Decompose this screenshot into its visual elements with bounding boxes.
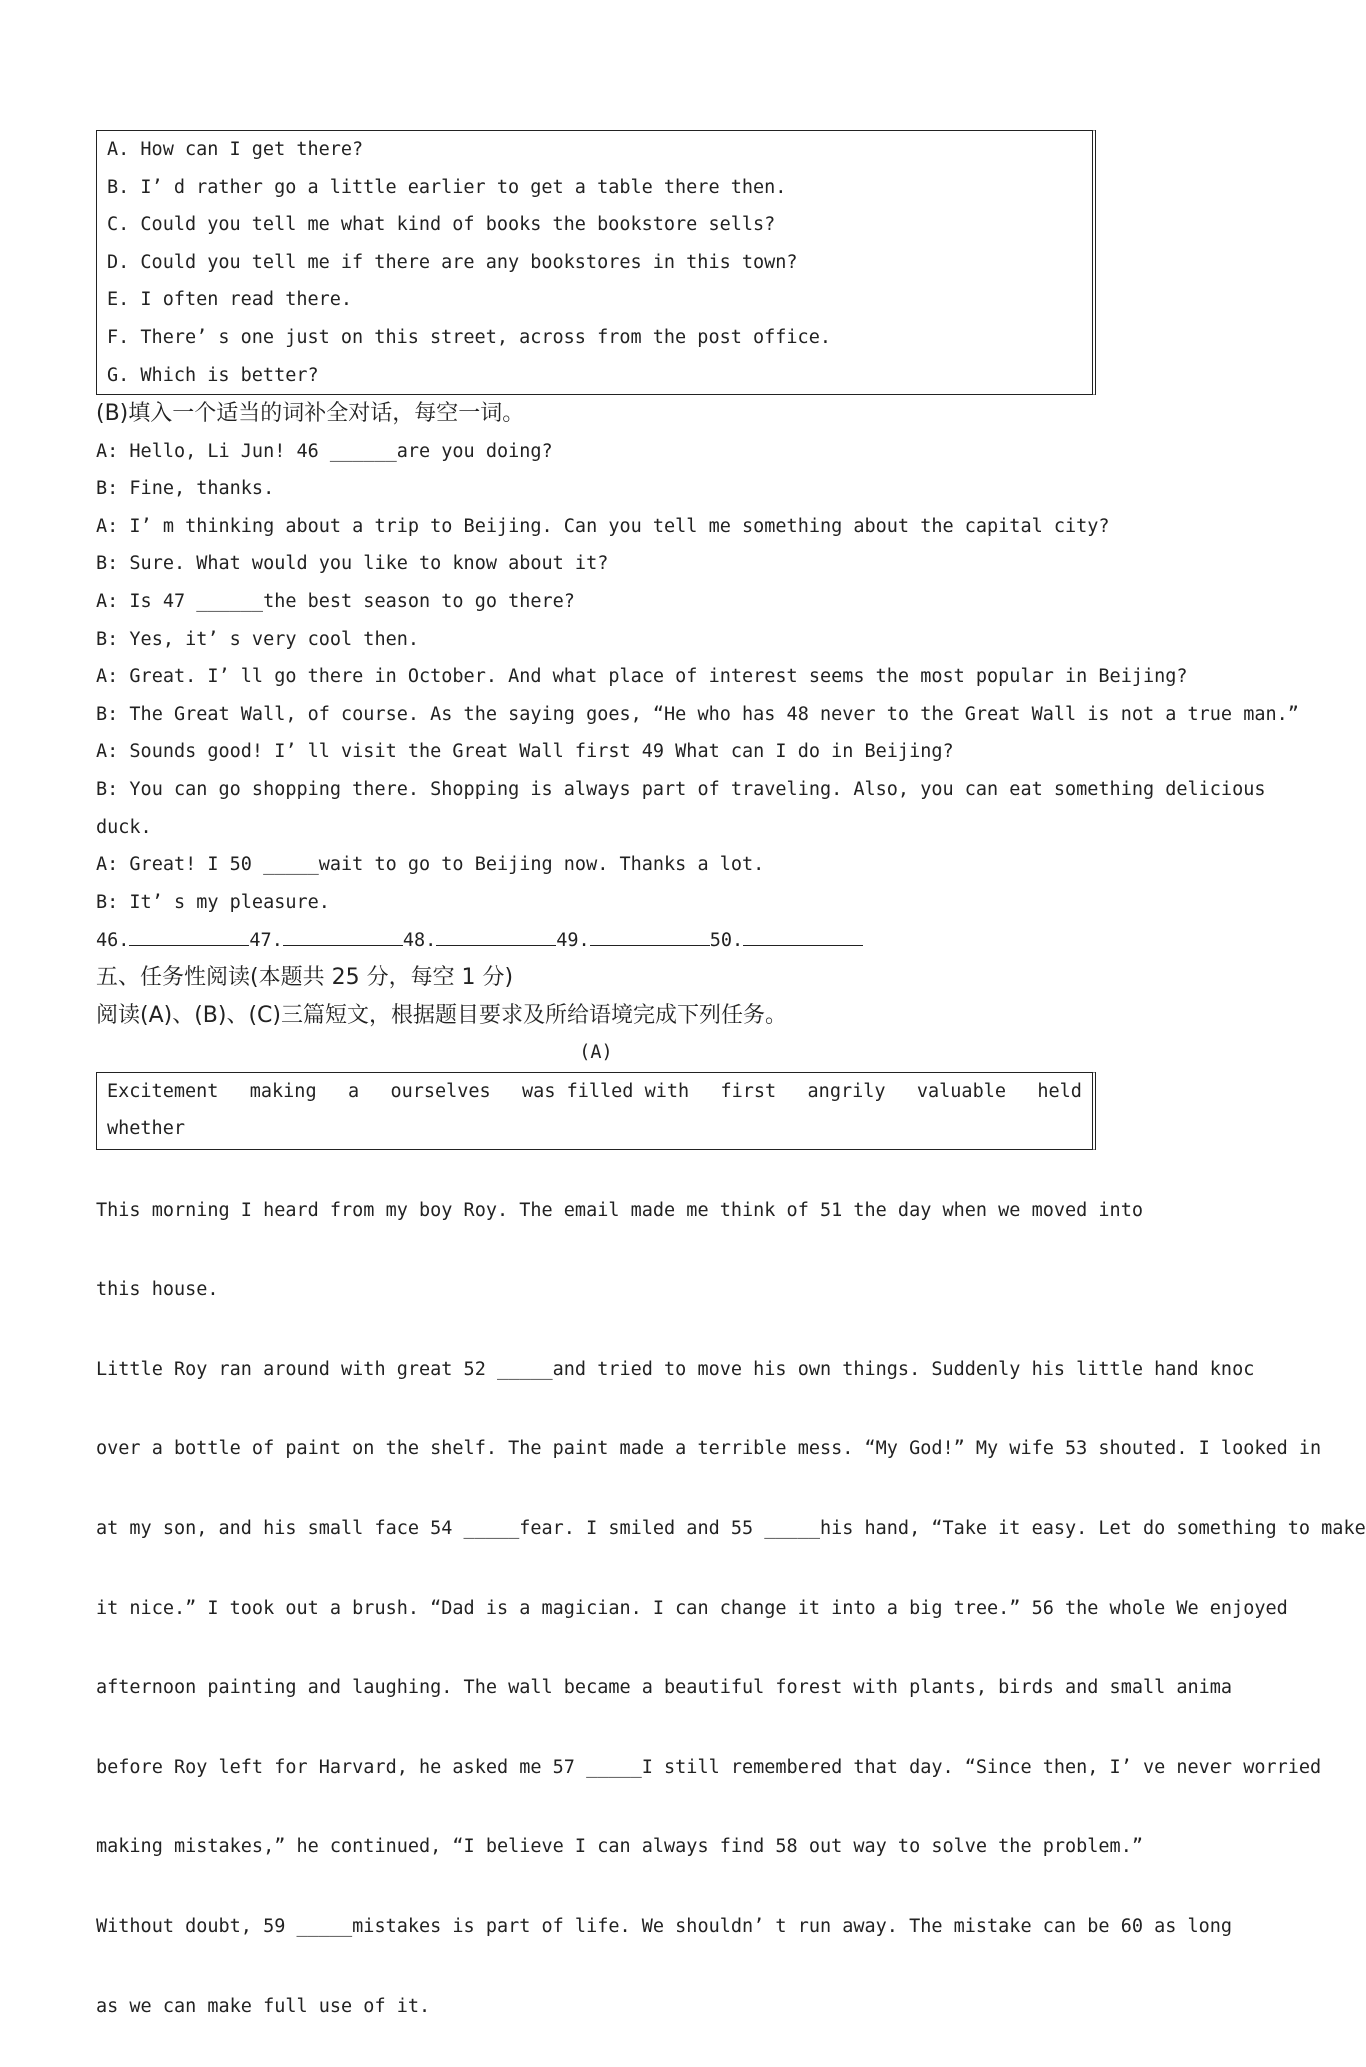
answer-label-46: 46. bbox=[96, 930, 130, 952]
passage-line: afternoon painting and laughing. The wall became a beautiful forest with plants, birds and small anima bbox=[96, 1677, 1233, 1699]
answer-blank-48 bbox=[436, 921, 556, 946]
section-5-instruction: 阅读(A)、(B)、(C)三篇短文，根据题目要求及所给语境完成下列任务。 bbox=[96, 1002, 788, 1028]
passage-a bbox=[96, 1150, 1366, 2067]
section-b-heading: (B)填入一个适当的词补全对话，每空一词。 bbox=[96, 401, 525, 426]
answer-line bbox=[96, 921, 1096, 959]
passage-a-label: (A) bbox=[579, 1042, 613, 1064]
dialogue-line: B: Sure. What would you like to know about it? bbox=[96, 553, 609, 575]
dialogue-line: A: Great! I 50 _____wait to go to Beijing now. Thanks a lot. bbox=[96, 854, 765, 876]
word-item: Excitement bbox=[107, 1080, 219, 1102]
dialogue-line: A: I’ m thinking about a trip to Beijing. Can you tell me something about the capital city? bbox=[96, 515, 1110, 537]
option-g: G. Which is better? bbox=[107, 364, 319, 386]
dialogue-line: B: The Great Wall, of course. As the saying goes, “He who has 48 never to the Great Wall is not a true man.” bbox=[96, 703, 1299, 725]
word-item: angrily bbox=[807, 1080, 886, 1102]
word-row-1 bbox=[107, 1073, 1082, 1111]
word-item: making bbox=[249, 1080, 317, 1102]
option-d: D. Could you tell me if there are any bookstores in this town? bbox=[107, 251, 798, 273]
passage-line: this house. bbox=[96, 1279, 219, 1301]
dialogue-line: A: Sounds good! I’ ll visit the Great Wall first 49 What can I do in Beijing? bbox=[96, 741, 954, 763]
word-item: held bbox=[1037, 1080, 1082, 1102]
answer-blank-47 bbox=[283, 921, 403, 946]
passage-line: This morning I heard from my boy Roy. The email made me think of 51 the day when we moved into bbox=[96, 1199, 1143, 1221]
option-f: F. There’ s one just on this street, across from the post office. bbox=[107, 326, 831, 348]
answer-label-48: 48. bbox=[402, 930, 437, 952]
word-item: a bbox=[347, 1080, 360, 1102]
answer-blank-46 bbox=[129, 921, 249, 946]
answer-label-50: 50. bbox=[709, 930, 744, 952]
dialogue-line: B: It’ s my pleasure. bbox=[96, 891, 330, 913]
dialogue-line: A: Great. I’ ll go there in October. And what place of interest seems the most popular in Beijing? bbox=[96, 666, 1188, 688]
dialogue-line: B: You can go shopping there. Shopping is always part of traveling. Also, you can eat something delicious bbox=[96, 778, 1266, 800]
option-e: E. I often read there. bbox=[107, 289, 353, 311]
passage-line: as we can make full use of it. bbox=[96, 1995, 431, 2017]
answer-blank-50 bbox=[743, 921, 863, 946]
answer-label-47: 47. bbox=[249, 930, 283, 952]
passage-line: making mistakes,” he continued, “I believe I can always find 58 out way to solve the problem.” bbox=[96, 1836, 1143, 1858]
word-item: first bbox=[720, 1080, 777, 1102]
passage-line: at my son, and his small face 54 _____fear. I smiled and 55 _____his hand, “Take it easy. Let do something to make bbox=[96, 1518, 1366, 1540]
options-box bbox=[96, 130, 1096, 395]
word-box bbox=[96, 1072, 1096, 1150]
passage-line: before Roy left for Harvard, he asked me 57 _____I still remembered that day. “Since then, I’ ve never worried bbox=[96, 1756, 1322, 1778]
passage-line: Little Roy ran around with great 52 _____and tried to move his own things. Suddenly his little hand knoc bbox=[96, 1358, 1255, 1380]
option-a: A. How can I get there? bbox=[107, 139, 364, 160]
dialogue-line: B: Yes, it’ s very cool then. bbox=[96, 628, 420, 650]
section-5-heading: 五、任务性阅读(本题共 25 分，每空 1 分) bbox=[96, 964, 514, 990]
passage-line: it nice.” I took out a brush. “Dad is a magician. I can change it into a big tree.” 56 the whole We enjoyed bbox=[96, 1597, 1288, 1619]
option-b: B. I’ d rather go a little earlier to get a table there then. bbox=[107, 176, 787, 198]
dialogue-line: A: Is 47 ______the best season to go there? bbox=[96, 590, 575, 612]
answer-label-49: 49. bbox=[556, 930, 590, 952]
passage-line: over a bottle of paint on the shelf. The paint made a terrible mess. “My God!” My wife 53 shouted. I looked in bbox=[96, 1438, 1322, 1460]
option-c: C. Could you tell me what kind of books the bookstore sells? bbox=[107, 214, 776, 236]
dialogue-line: duck. bbox=[96, 816, 152, 838]
word-row-2 bbox=[107, 1110, 1082, 1148]
dialogue-line: B: Fine, thanks. bbox=[96, 478, 275, 500]
passage-line: Without doubt, 59 _____mistakes is part of life. We shouldn’ t run away. The mistake can be 60 as long bbox=[96, 1916, 1233, 1938]
word-item: whether bbox=[107, 1118, 185, 1140]
document-page bbox=[96, 130, 1366, 2067]
dialogue-line: A: Hello, Li Jun! 46 ______are you doing? bbox=[96, 440, 553, 462]
word-item: ourselves bbox=[390, 1080, 491, 1102]
answer-blank-49 bbox=[590, 921, 710, 946]
word-item: was filled with bbox=[522, 1080, 690, 1102]
dialogue bbox=[96, 433, 1299, 922]
word-item: valuable bbox=[916, 1080, 1006, 1102]
